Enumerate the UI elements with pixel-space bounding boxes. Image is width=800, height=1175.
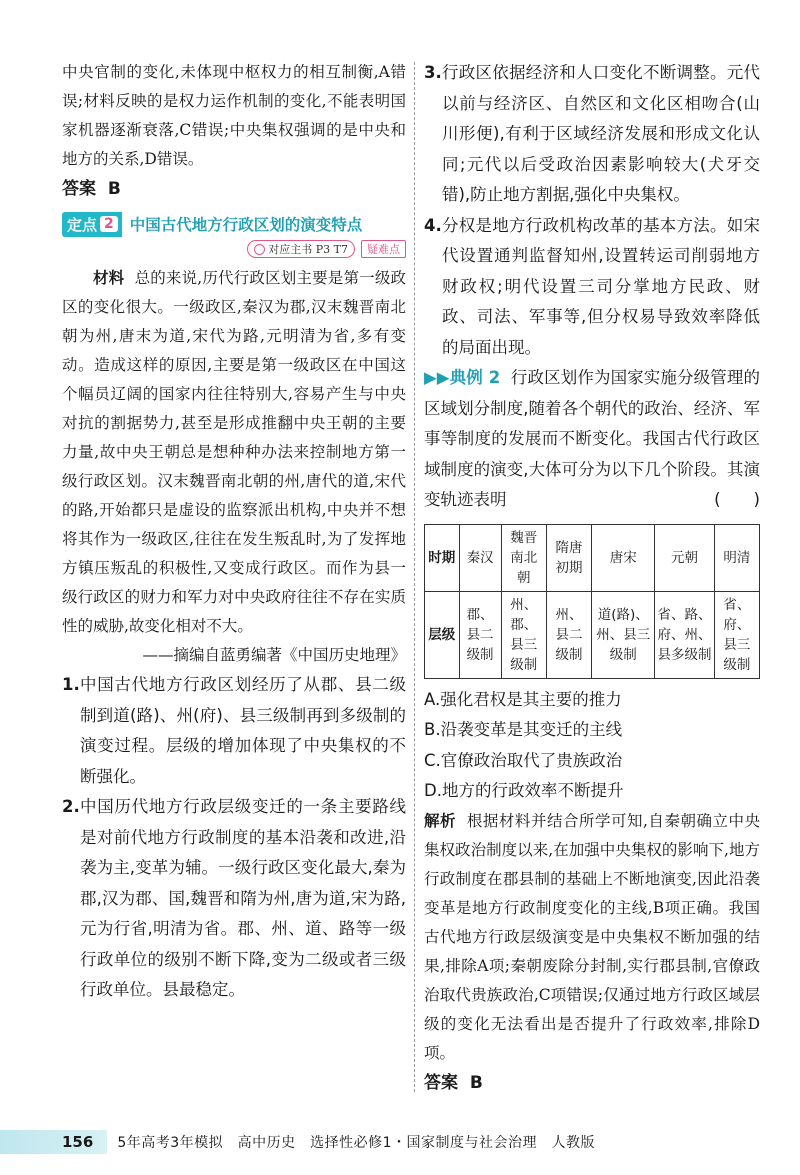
example-text: 行政区划作为国家实施分级管理的区域划分制度,随着各个朝代的政治、经济、军事等制度的发展而不断变化。我国古代行政区域制度的演变,大体可分为以下几个阶段。其演变轨迹表明	[424, 368, 760, 509]
reference-row	[62, 240, 406, 258]
page-number: 156	[0, 1130, 107, 1154]
table-cell: 州、县二级制	[546, 591, 591, 678]
option-d: D.地方的行政效率不断提升	[424, 781, 624, 800]
point-text: 中国历代地方行政层级变迁的一条主要路线是对前代地方行政制度的基本沿袭和改进,沿袭为主,变革为辅。一级行政区变化最大,秦为郡,汉为郡、国,魏晋和隋为州,唐为道,宋为路,元为行省,明清为省。郡、州、道、路等一级行政单位的级别不断下降,变为二级或者三级行政单位。县最稳定。	[80, 797, 406, 999]
answer-label: 答案	[424, 1072, 458, 1093]
intro-paragraph: 中央官制的变化,未体现中枢权力的相互制衡,A错误;材料反映的是权力运作机制的变化,不能表明国家机器逐渐衰落,C错误;中央集权强调的是中央和地方的关系,D错误。	[62, 63, 406, 168]
key-point-title: 中国古代地方行政区划的演变特点	[129, 216, 363, 234]
difficulty-tag: 疑难点	[361, 240, 406, 258]
table-header-cell: 唐宋	[592, 524, 655, 591]
example-paragraph	[424, 363, 760, 516]
column-divider	[414, 62, 415, 1092]
point-text: 行政区依据经济和人口变化不断调整。元代以前与经济区、自然区和文化区相吻合(山川形便),有利于区域经济发展和形成文化认同;元代以后受政治因素影响较大(犬牙交错),防止地方割据,强化中央集权。	[442, 63, 760, 204]
material-text: 总的来说,历代行政区划主要是第一级政区的变化很大。一级政区,秦汉为郡,汉末魏晋南北朝为州,唐末为道,宋代为路,元明清为省,多有变动。造成这样的原因,主要是第一级政区在中国这个幅员辽阔的国家内往往特别大,容易产生与中央对抗的割据势力,甚至是形成推翻中央王朝的主要力量,故中央王朝总是想种种办法来控制地方第一级行政区划。汉末魏晋南北朝的州,唐代的道,宋代的路,开始都只是虚设的监察派出机构,中央并不想将其作为一级政区,往往在发生叛乱时,为了发挥地方镇压叛乱的积极性,又变成行政区。而作为县一级行政区的财力和军力对中央政府往往不存在实质性的威胁,故变化相对不大。	[62, 269, 406, 635]
answer-parentheses: ( )	[714, 490, 760, 509]
point-item	[62, 792, 406, 1006]
key-point-badge	[62, 212, 122, 237]
key-point-header	[62, 210, 406, 238]
dynasty-table	[424, 524, 760, 679]
material-label: 材料	[93, 269, 125, 287]
right-column	[424, 58, 760, 1098]
answer-value: B	[107, 179, 121, 199]
example-label: 典例 2	[449, 368, 501, 387]
point-item	[424, 211, 760, 364]
table-row-label: 层级	[425, 591, 460, 678]
table-header-cell: 魏晋南北朝	[501, 524, 546, 591]
table-cell: 省、府、县三级制	[714, 591, 759, 678]
key-point-number: 2	[100, 216, 118, 232]
table-cell: 州、郡、县三级制	[501, 591, 546, 678]
point-number: 4.	[424, 215, 442, 235]
target-icon	[254, 244, 265, 255]
table-header-cell: 元朝	[655, 524, 714, 591]
answer-value: B	[469, 1072, 483, 1093]
table-header-cell: 秦汉	[459, 524, 501, 591]
reference-tag	[247, 240, 355, 258]
table-row	[425, 591, 760, 678]
double-arrow-icon: ▶▶	[424, 368, 450, 387]
answer-line	[62, 174, 406, 204]
point-number: 1.	[62, 675, 80, 694]
point-number: 2.	[62, 797, 80, 816]
key-point-label: 定点	[67, 215, 98, 234]
analysis-paragraph	[424, 807, 760, 1068]
point-text: 中国古代地方行政区划经历了从郡、县二级制到道(路)、州(府)、县三级制再到多级制的演变过程。层级的增加体现了中央集权的不断强化。	[80, 675, 406, 786]
material-paragraph	[62, 264, 406, 641]
answer-line	[424, 1068, 760, 1098]
table-header-cell: 隋唐初期	[546, 524, 591, 591]
table-header-cell: 时期	[425, 524, 460, 591]
footer-text: 5年高考3年模拟 高中历史 选择性必修1・国家制度与社会治理 人教版	[117, 1135, 596, 1151]
point-number: 3.	[424, 63, 442, 82]
point-item	[62, 670, 406, 792]
option-b: B.沿袭变革是其变迁的主线	[424, 720, 623, 739]
reference-text: 对应主书 P3 T7	[268, 243, 348, 256]
option-a: A.强化君权是其主要的推力	[424, 689, 622, 709]
analysis-text: 根据材料并结合所学可知,自秦朝确立中央集权政治制度以来,在加强中央集权的影响下,地方行政制度在郡县制的基础上不断地演变,因此沿袭变革是地方行政制度变化的主线,B项正确。我国古代地方行政层级演变是中央集权不断加强的结果,排除A项;秦朝废除分封制,实行郡县制,官僚政治取代贵族政治,C项错误;仅通过地方行政区域层级的变化无法看出是否提升了行政效率,排除D项。	[424, 811, 760, 1062]
left-column	[62, 58, 406, 1006]
table-cell: 道(路)、州、县三级制	[592, 591, 655, 678]
page-footer	[0, 1127, 800, 1157]
point-item	[424, 58, 760, 211]
answer-label: 答案	[62, 179, 96, 199]
option-c: C.官僚政治取代了贵族政治	[424, 750, 623, 770]
point-text: 分权是地方行政机构改革的基本方法。如宋代设置通判监督知州,设置转运司削弱地方财政权;明代设置三司分掌地方民政、财政、司法、军事等,但分权易导致效率降低的局面出现。	[442, 215, 760, 357]
analysis-label: 解析	[424, 811, 457, 830]
material-source: ——摘编自蓝勇编著《中国历史地理》	[142, 646, 406, 664]
table-cell: 郡、县二级制	[459, 591, 501, 678]
table-cell: 省、路、府、州、县多级制	[655, 591, 714, 678]
table-header-row	[425, 524, 760, 591]
table-header-cell: 明清	[714, 524, 759, 591]
